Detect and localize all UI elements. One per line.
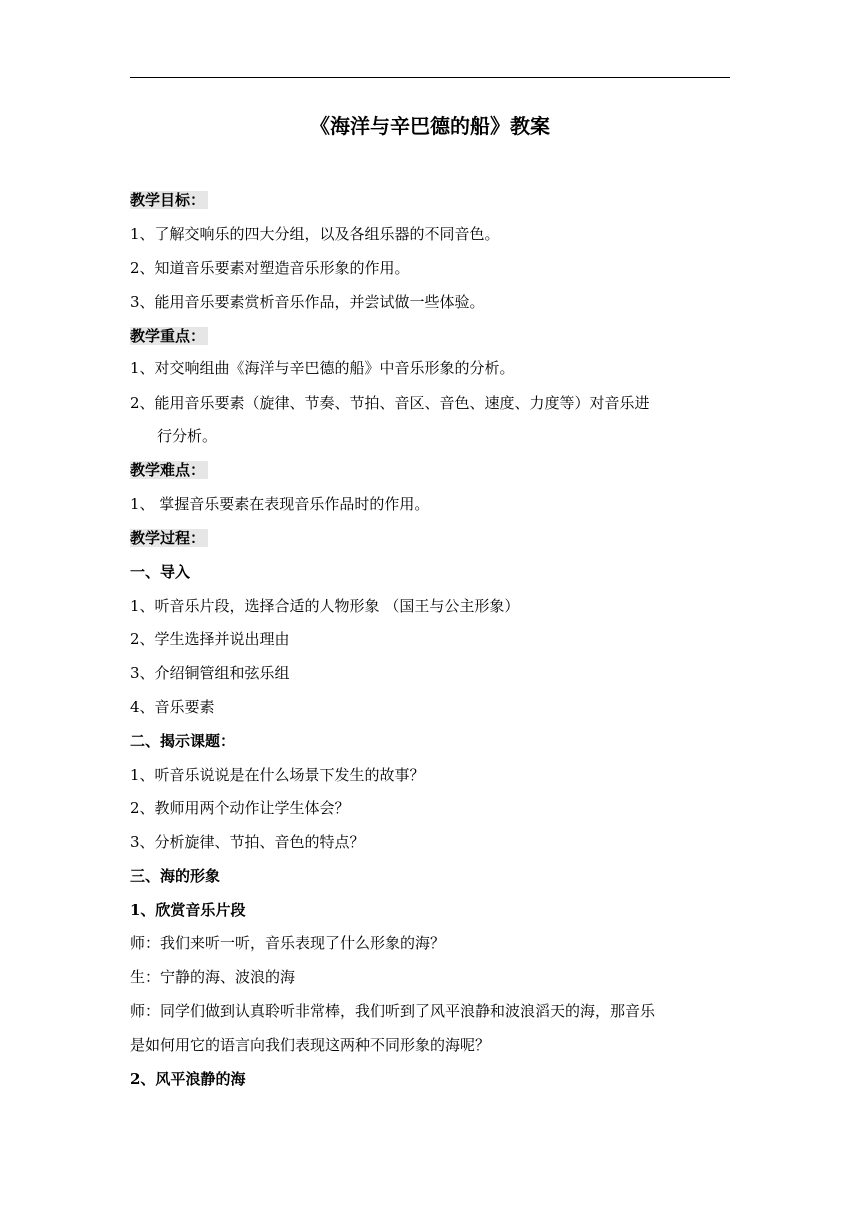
difficulties-heading-text: 教学难点： bbox=[130, 461, 208, 479]
part3-heading: 三、海的形象 bbox=[130, 867, 221, 885]
part1-item-1: 1、听音乐片段，选择合适的人物形象 （国王与公主形象） bbox=[130, 597, 520, 615]
dialogue-line-1: 师：我们来听一听，音乐表现了什么形象的海？ bbox=[130, 934, 446, 952]
part1-item-3: 3、介绍铜管组和弦乐组 bbox=[130, 664, 290, 682]
key-points-item-1: 1、对交响组曲《海洋与辛巴德的船》中音乐形象的分析。 bbox=[130, 359, 515, 377]
part2-item-3: 3、分析旋律、节拍、音色的特点？ bbox=[130, 833, 365, 851]
part2-item-2: 2、教师用两个动作让学生体会？ bbox=[130, 799, 350, 817]
process-heading bbox=[130, 527, 730, 549]
key-points-heading bbox=[130, 325, 730, 347]
process-heading-text: 教学过程： bbox=[130, 529, 208, 547]
dialogue-line-2: 生：宁静的海、波浪的海 bbox=[130, 968, 296, 986]
difficulties-item-1: 1、 掌握音乐要素在表现音乐作品时的作用。 bbox=[130, 495, 430, 513]
key-points-heading-text: 教学重点： bbox=[130, 327, 208, 345]
key-points-item-2-cont: 行分析。 bbox=[157, 427, 218, 445]
goals-item-2: 2、知道音乐要素对塑造音乐形象的作用。 bbox=[130, 259, 410, 277]
part1-item-4: 4、音乐要素 bbox=[130, 698, 215, 716]
goals-item-3: 3、能用音乐要素赏析音乐作品，并尝试做一些体验。 bbox=[130, 293, 485, 311]
key-points-item-2: 2、能用音乐要素（旋律、节奏、节拍、音区、音色、速度、力度等）对音乐进 bbox=[130, 394, 650, 412]
dialogue-line-4: 是如何用它的语言向我们表现这两种不同形象的海呢？ bbox=[130, 1036, 491, 1054]
difficulties-heading bbox=[130, 459, 730, 481]
header-rule bbox=[130, 77, 730, 78]
goals-item-1: 1、了解交响乐的四大分组，以及各组乐器的不同音色。 bbox=[130, 225, 500, 243]
part1-heading: 一、导入 bbox=[130, 563, 191, 581]
part2-heading: 二、揭示课题： bbox=[130, 732, 236, 750]
part2-item-1: 1、听音乐说说是在什么场景下发生的故事？ bbox=[130, 766, 425, 784]
goals-heading bbox=[130, 189, 730, 211]
dialogue-line-3: 师：同学们做到认真聆听非常棒，我们听到了风平浪静和波浪滔天的海，那音乐 bbox=[130, 1002, 656, 1020]
part1-item-2: 2、学生选择并说出理由 bbox=[130, 630, 290, 648]
part3-sub1: 1、欣赏音乐片段 bbox=[130, 901, 246, 919]
part3-sub2: 2、风平浪静的海 bbox=[130, 1070, 246, 1088]
goals-heading-text: 教学目标： bbox=[130, 191, 208, 209]
document-title: 《海洋与辛巴德的船》教案 bbox=[310, 114, 550, 138]
